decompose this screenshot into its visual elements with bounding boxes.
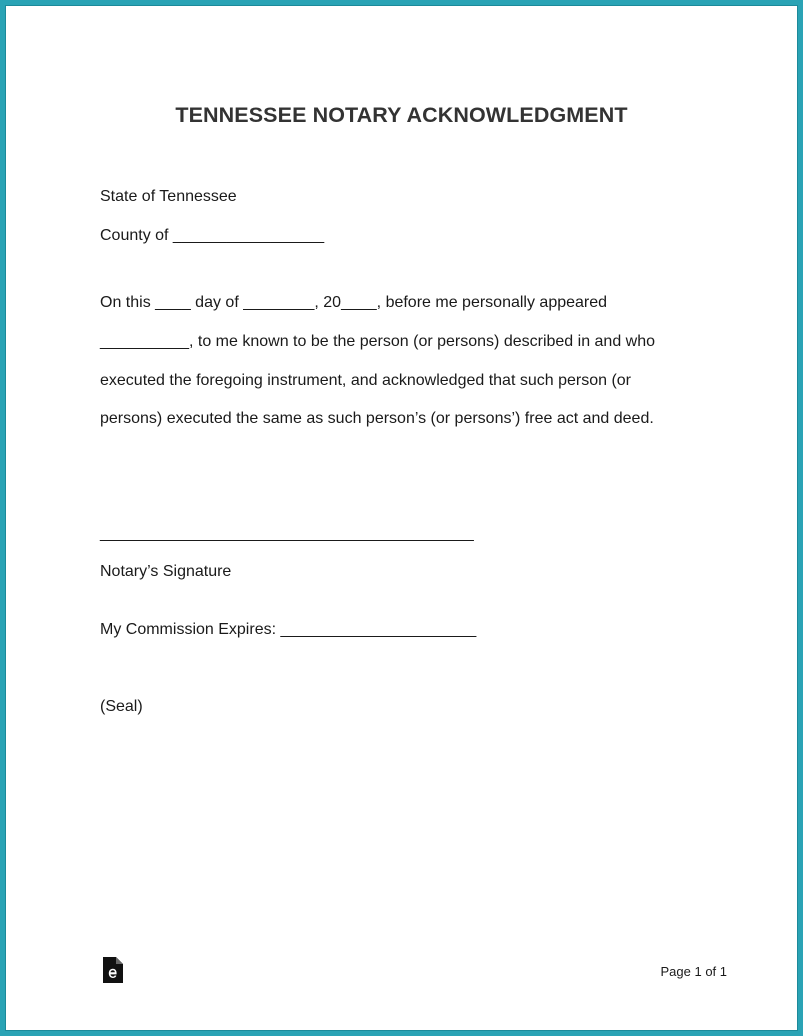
body-line-2: __________, to me known to be the person (or persons) described in and who	[100, 333, 656, 350]
page-number: Page 1 of 1	[660, 964, 727, 979]
document-page	[5, 5, 798, 1031]
state-line: State of Tennessee	[100, 188, 237, 205]
body-line-4: persons) executed the same as such person’s (or persons’) free act and deed.	[100, 410, 654, 427]
document-title: TENNESSEE NOTARY ACKNOWLEDGMENT	[175, 103, 628, 127]
commission-expires-line: My Commission Expires: ______________________	[100, 621, 477, 638]
eforms-logo-icon	[102, 956, 124, 984]
seal-label: (Seal)	[100, 698, 143, 715]
signature-line: __________________________________________	[100, 525, 474, 542]
body-line-3: executed the foregoing instrument, and acknowledged that such person (or	[100, 372, 631, 389]
county-line: County of _________________	[100, 227, 325, 244]
signature-label: Notary’s Signature	[100, 563, 232, 580]
body-line-1: On this ____ day of ________, 20____, before me personally appeared	[100, 294, 608, 311]
